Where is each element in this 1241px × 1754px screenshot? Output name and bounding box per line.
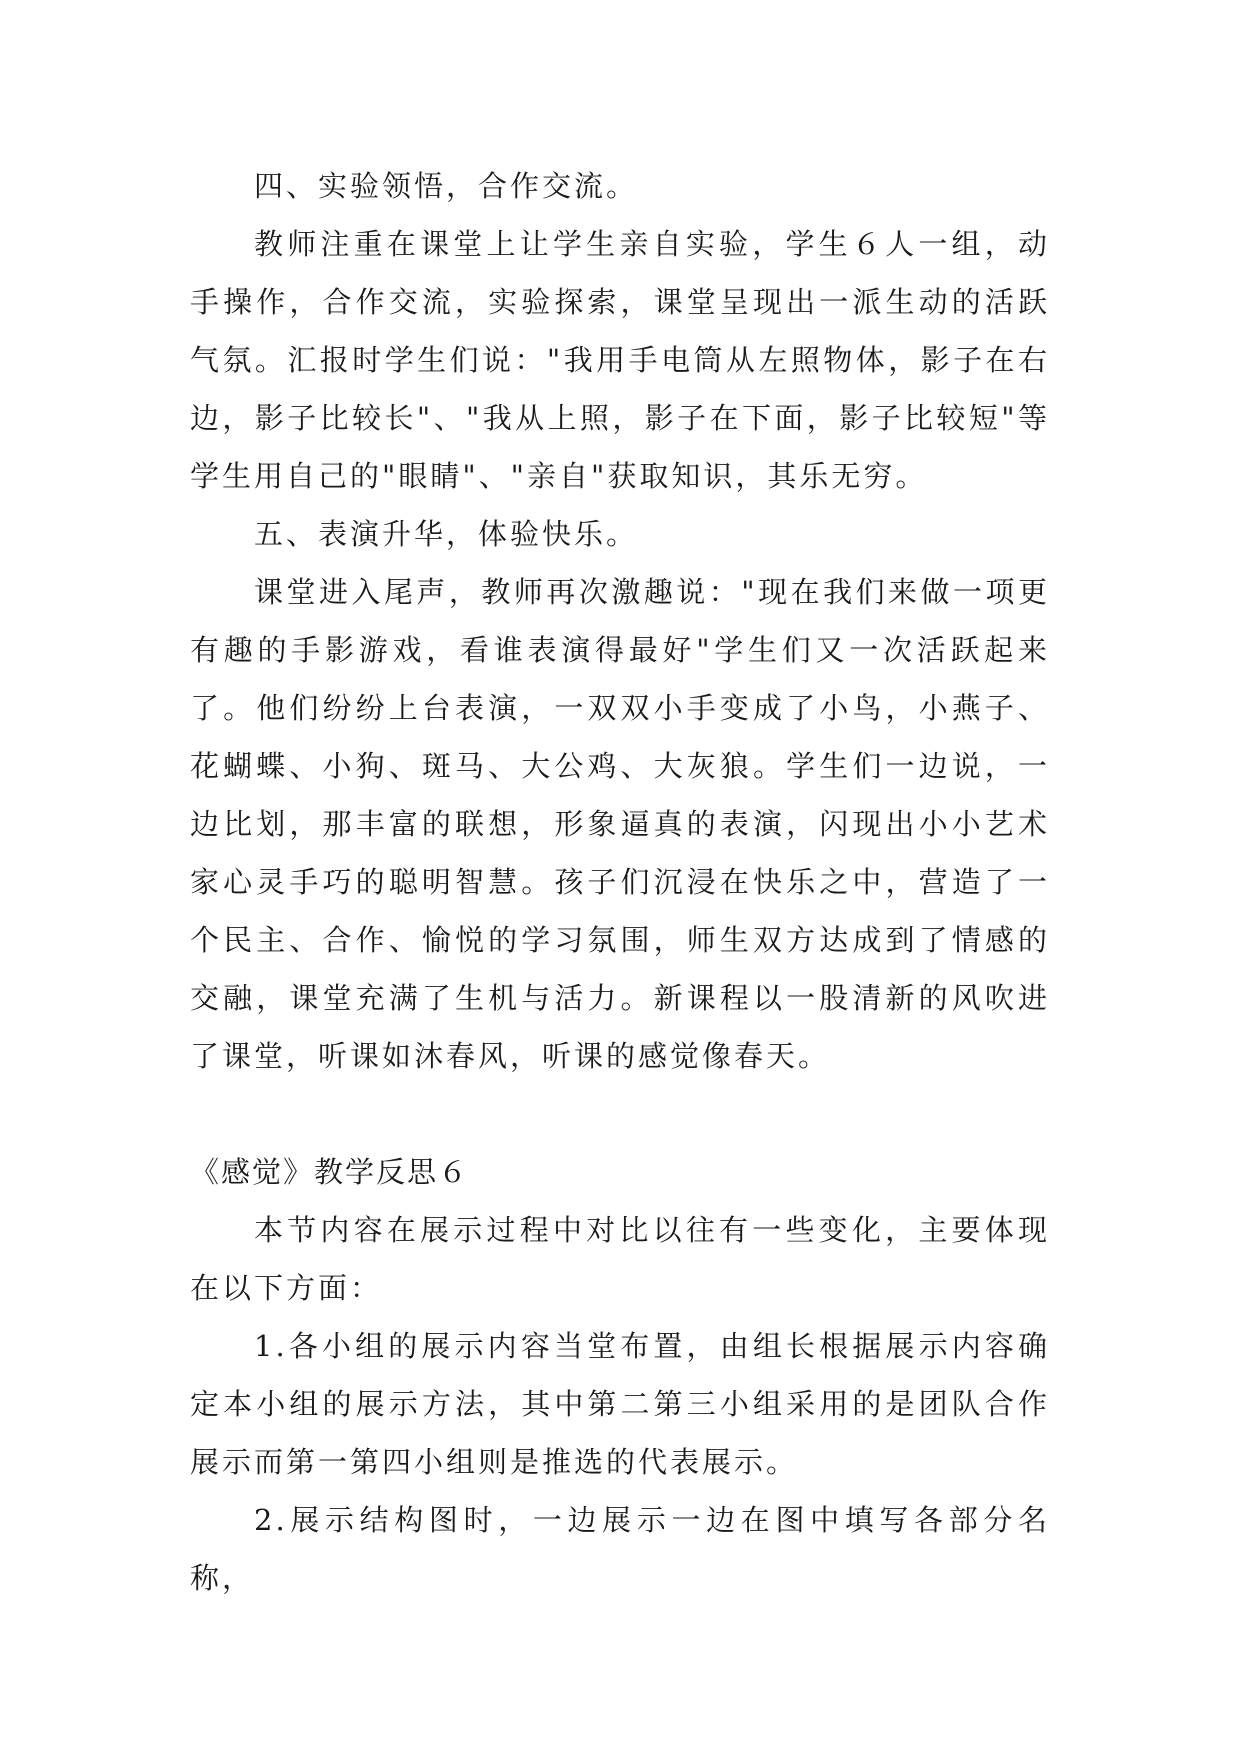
section-heading-four: 四、实验领悟，合作交流。 <box>254 169 639 203</box>
paragraph-experiment: 教师注重在课堂上让学生亲自实验，学生６人一组，动手操作，合作交流，实验探索，课堂呈现出一派生动的活跃气氛。汇报时学生们说："我用手电筒从左照物体，影子在右边，影子比较长"、"我从上照，影子在下面，影子比较短"等学生用自己的"眼睛"、"亲自"获取知识，其乐无穷。 <box>190 227 1050 493</box>
paragraph-performance: 课堂进入尾声，教师再次激趣说："现在我们来做一项更有趣的手影游戏，看谁表演得最好"学生们又一次活跃起来了。他们纷纷上台表演，一双双小手变成了小鸟，小燕子、花蝴蝶、小狗、斑马、大公鸡、大灰狼。学生们一边说，一边比划，那丰富的联想，形象逼真的表演，闪现出小小艺术家心灵手巧的聪明智慧。孩子们沉浸在快乐之中，营造了一个民主、合作、愉悦的学习氛围，师生双方达成到了情感的交融，课堂充满了生机与活力。新课程以一股清新的风吹进了课堂，听课如沐春风，听课的感觉像春天。 <box>190 575 1050 1073</box>
article-title: 《感觉》教学反思６ <box>190 1155 470 1189</box>
section-heading-five: 五、表演升华，体验快乐。 <box>254 517 639 551</box>
list-item-1: 1.各小组的展示内容当堂布置，由组长根据展示内容确定本小组的展示方法，其中第二第三小组采用的是团队合作展示而第一第四小组则是推选的代表展示。 <box>190 1329 1050 1479</box>
paragraph-intro: 本节内容在展示过程中对比以往有一些变化，主要体现在以下方面： <box>190 1213 1050 1305</box>
list-item-2: 2.展示结构图时，一边展示一边在图中填写各部分名称， <box>190 1503 1050 1595</box>
document-body <box>190 157 1050 1607</box>
